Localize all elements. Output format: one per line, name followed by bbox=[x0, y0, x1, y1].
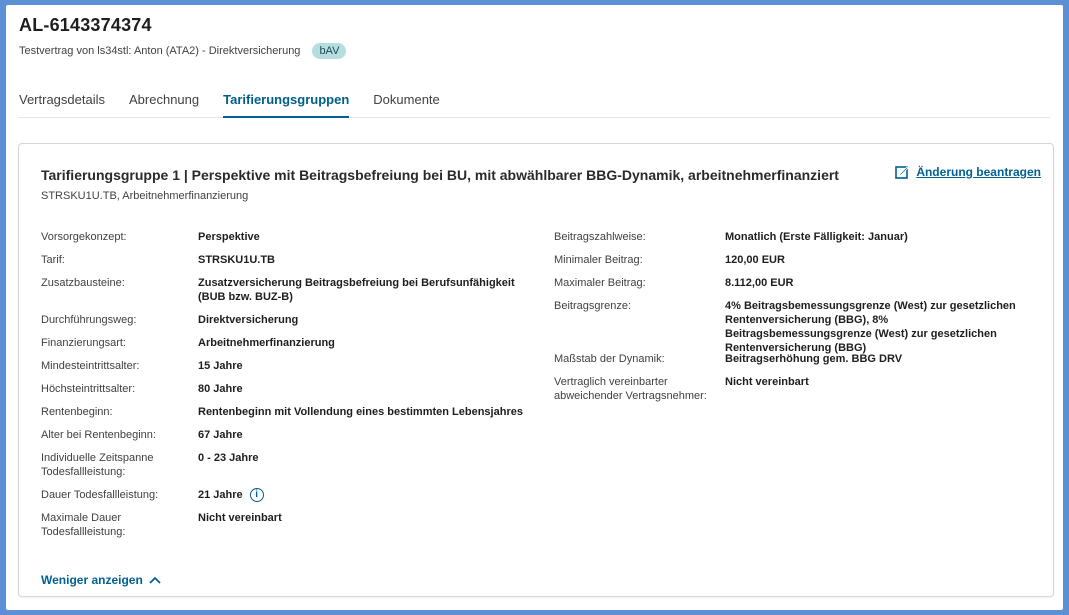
detail-row bbox=[41, 511, 541, 548]
detail-row bbox=[41, 382, 541, 405]
page-frame bbox=[6, 5, 1063, 610]
detail-value: 0 - 23 Jahre bbox=[198, 452, 259, 464]
detail-label: Durchführungsweg: bbox=[41, 314, 137, 326]
chevron-up-icon bbox=[149, 576, 161, 584]
detail-row bbox=[41, 313, 541, 336]
detail-row bbox=[41, 451, 541, 488]
change-request-label: Änderung beantragen bbox=[916, 165, 1041, 179]
tab-vertragsdetails[interactable]: Vertragsdetails bbox=[19, 92, 105, 107]
detail-value: 67 Jahre bbox=[198, 429, 243, 441]
detail-label: Alter bei Rentenbeginn: bbox=[41, 429, 156, 441]
detail-value: Perspektive bbox=[198, 231, 260, 243]
detail-row bbox=[41, 253, 541, 276]
details-left-column bbox=[41, 230, 541, 548]
detail-label: Vorsorgekonzept: bbox=[41, 231, 127, 243]
detail-value: Rentenbeginn mit Vollendung eines bestimmten Lebensjahres bbox=[198, 406, 523, 418]
detail-row bbox=[41, 276, 541, 313]
detail-label: Maximaler Beitrag: bbox=[554, 277, 646, 289]
detail-value-with-info bbox=[198, 488, 533, 511]
detail-value: Beitragserhöhung gem. BBG DRV bbox=[725, 353, 903, 365]
detail-label: Beitragszahlweise: bbox=[554, 231, 646, 243]
detail-label: Vertraglich vereinbarter abweichender Vertragsnehmer: bbox=[554, 376, 707, 402]
contract-subtitle-row bbox=[19, 43, 346, 59]
tab-dokumente[interactable]: Dokumente bbox=[373, 92, 440, 107]
card-title: Tarifierungsgruppe 1 | Perspektive mit Beitragsbefreiung bei BU, mit abwählbarer BBG-Dynamik, arbeitnehmerfinanziert bbox=[41, 167, 839, 183]
detail-row bbox=[41, 428, 541, 451]
show-less-label: Weniger anzeigen bbox=[41, 573, 143, 587]
detail-label: Zusatzbausteine: bbox=[41, 277, 125, 289]
detail-value: 8.112,00 EUR bbox=[725, 277, 794, 289]
tarif-group-card bbox=[18, 143, 1054, 597]
detail-label: Maßstab der Dynamik: bbox=[554, 353, 665, 365]
detail-value: Nicht vereinbart bbox=[198, 512, 282, 524]
detail-row bbox=[554, 375, 1044, 423]
detail-row bbox=[41, 230, 541, 253]
details-right-column bbox=[554, 230, 1044, 423]
detail-value: Monatlich (Erste Fälligkeit: Januar) bbox=[725, 231, 908, 243]
card-subtitle: STRSKU1U.TB, Arbeitnehmerfinanzierung bbox=[41, 190, 249, 202]
detail-value: 4% Beitragsbemessungsgrenze (West) zur gesetzlichen Rentenversicherung (BBG), 8% Beitragsbemessungsgrenze (West) zur gesetzlichen Rentenversicherung (BBG) bbox=[725, 300, 1016, 354]
tab-bar bbox=[19, 89, 1050, 118]
detail-label: Höchsteintrittsalter: bbox=[41, 383, 136, 395]
detail-row bbox=[41, 336, 541, 359]
detail-row bbox=[554, 230, 1044, 253]
bav-badge: bAV bbox=[312, 43, 346, 59]
detail-label: Rentenbeginn: bbox=[41, 406, 113, 418]
detail-value: 120,00 EUR bbox=[725, 254, 785, 266]
detail-value: 21 Jahre bbox=[198, 489, 243, 501]
detail-row bbox=[41, 488, 541, 511]
detail-label: Mindesteintrittsalter: bbox=[41, 360, 140, 372]
info-icon[interactable]: i bbox=[250, 488, 264, 502]
detail-label: Beitragsgrenze: bbox=[554, 300, 632, 312]
detail-value: 15 Jahre bbox=[198, 360, 243, 372]
detail-row bbox=[554, 253, 1044, 276]
detail-label: Maximale Dauer Todesfallleistung: bbox=[41, 512, 126, 538]
detail-value: Direktversicherung bbox=[198, 314, 299, 326]
detail-row bbox=[41, 359, 541, 382]
contract-id-title: AL-6143374374 bbox=[19, 15, 152, 35]
detail-value: STRSKU1U.TB bbox=[198, 254, 276, 266]
detail-value: 80 Jahre bbox=[198, 383, 243, 395]
edit-icon bbox=[895, 165, 909, 179]
detail-row bbox=[554, 299, 1044, 352]
detail-row bbox=[554, 276, 1044, 299]
detail-row bbox=[554, 352, 1044, 375]
detail-value: Nicht vereinbart bbox=[725, 376, 809, 388]
detail-label: Dauer Todesfallleistung: bbox=[41, 489, 159, 501]
detail-row bbox=[41, 405, 541, 428]
tab-abrechnung[interactable]: Abrechnung bbox=[129, 92, 200, 107]
contract-subtitle: Testvertrag von ls34stl: Anton (ATA2) - Direktversicherung bbox=[19, 45, 301, 57]
tab-tarifierungsgruppen[interactable]: Tarifierungsgruppen bbox=[223, 89, 349, 117]
change-request-link[interactable] bbox=[895, 165, 1041, 179]
show-less-link[interactable] bbox=[41, 573, 161, 587]
detail-label: Finanzierungsart: bbox=[41, 337, 126, 349]
detail-value: Zusatzversicherung Beitragsbefreiung bei Berufsunfähigkeit (BUB bzw. BUZ-B) bbox=[198, 277, 515, 303]
detail-value: Arbeitnehmerfinanzierung bbox=[198, 337, 335, 349]
detail-label: Minimaler Beitrag: bbox=[554, 254, 643, 266]
detail-label: Individuelle Zeitspanne Todesfallleistung: bbox=[41, 452, 154, 478]
detail-label: Tarif: bbox=[41, 254, 65, 266]
